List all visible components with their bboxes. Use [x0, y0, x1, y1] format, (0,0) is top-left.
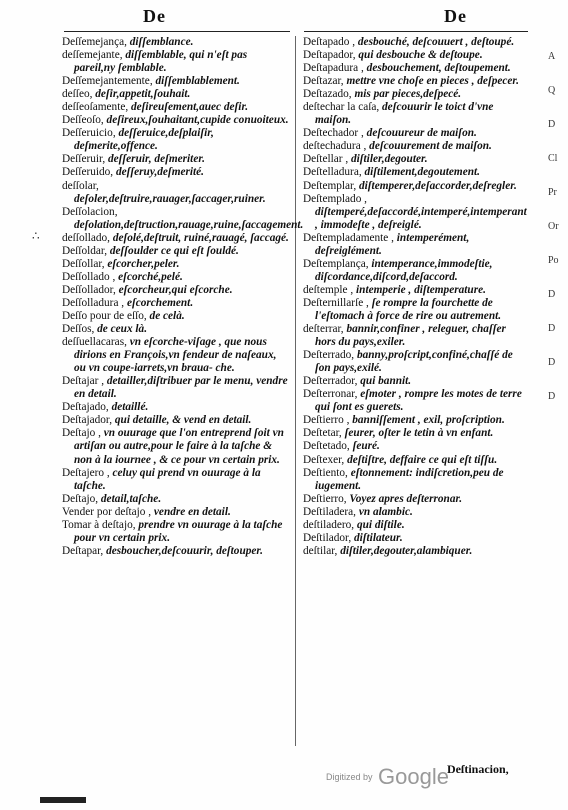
entry-headword: deſſeo, — [62, 88, 93, 101]
entry-headword: Deſſos, — [62, 323, 95, 336]
entry-definition: desbouché, deſcouuert , deſtoupé. — [355, 36, 515, 48]
entry-definition: vn ouurage que l'on entreprend ſoit vn artiſan ou autre,pour le faire à la taſche & non à la iournee , & ce pour vn certain prix. — [74, 427, 284, 466]
entry-definition: diſſemblance. — [126, 36, 194, 48]
entry-definition: detaillé. — [108, 401, 149, 414]
dictionary-entry — [303, 467, 529, 493]
dictionary-entry — [62, 166, 290, 179]
dictionary-entry — [303, 532, 529, 545]
dictionary-entry — [303, 153, 529, 166]
entry-headword: Deſternillarſe , — [303, 296, 369, 309]
dictionary-entry — [303, 88, 529, 101]
dictionary-entry — [303, 454, 529, 467]
dictionary-entry — [62, 88, 290, 101]
entry-headword: Deſtellar , — [303, 153, 349, 166]
dictionary-entry — [62, 205, 304, 232]
entry-headword: Deſtazar, — [303, 75, 344, 88]
entry-definition: celuy qui prend vn ouurage à la taſche. — [74, 466, 261, 492]
dictionary-entry — [303, 36, 529, 49]
dictionary-entry — [62, 323, 290, 336]
entry-headword: Deſtajo , — [62, 427, 101, 440]
dictionary-entry — [62, 75, 290, 88]
dictionary-entry — [62, 336, 290, 375]
entry-definition: qui bannit. — [357, 375, 412, 388]
entry-definition: mettre vne choſe en pieces , deſpecer. — [343, 75, 519, 88]
google-watermark: Google — [378, 764, 449, 789]
dictionary-entry — [62, 401, 290, 414]
entry-headword: deſſollado, — [62, 231, 111, 244]
entry-headword: Deſtexer, — [303, 453, 345, 466]
dictionary-entry — [62, 127, 290, 153]
dictionary-entry — [62, 297, 290, 310]
entry-headword: Deſſemejantemente, — [62, 75, 153, 88]
dictionary-entry — [62, 49, 290, 75]
entry-definition: intemperance,immodeſtie, diſcordance,diſcord,deſaccord. — [315, 257, 493, 283]
dictionary-entry — [62, 232, 290, 245]
entry-headword: Deſtajar , — [62, 375, 105, 388]
left-header-rule — [64, 31, 290, 32]
entry-definition: deſcouurement de maiſon. — [366, 140, 492, 153]
right-running-head: De — [444, 6, 467, 26]
entry-definition: eſmoter , rompre les motes de terre qui ſont es guerets. — [315, 388, 522, 414]
margin-fragment: Q — [548, 85, 556, 96]
entry-headword: Deſſeruir, — [62, 153, 106, 166]
entry-definition: deſcouurir le toict d'vne maiſon. — [315, 101, 494, 127]
dictionary-entry — [303, 284, 529, 297]
entry-definition: detailler,diſtribuer par le menu, vendre en detail. — [74, 375, 288, 401]
entry-definition: deſir,appetit,ſouhait. — [92, 88, 191, 101]
dictionary-entry — [303, 349, 529, 375]
entry-definition: vendre en detail. — [151, 505, 231, 518]
dictionary-entry — [303, 193, 529, 232]
entry-headword: Deſtelladura, — [303, 166, 362, 179]
entry-headword: Deſtierro , — [303, 414, 350, 427]
dictionary-entry — [62, 427, 290, 466]
entry-definition: ſe rompre la fourchette de l'eſtomach à force de rire ou autrement. — [315, 296, 502, 322]
entry-definition: deſcouureur de maiſon. — [363, 127, 477, 140]
entry-definition: deſſeruice,deſplaiſir, deſmerite,offence. — [74, 127, 214, 153]
entry-definition: deſireuſement,auec deſir. — [128, 101, 249, 114]
dictionary-entry — [62, 36, 290, 49]
entry-definition: eſcorchement. — [124, 296, 194, 309]
dictionary-entry — [303, 427, 529, 440]
entry-headword: Deſtapar, — [62, 544, 104, 557]
dictionary-entry — [303, 297, 529, 323]
entry-definition: intemperie , diſtemperature. — [353, 283, 486, 296]
dictionary-entry — [62, 493, 290, 506]
entry-definition: ſeuré. — [349, 440, 380, 453]
dictionary-entry — [303, 545, 529, 558]
entry-headword: deſtiladero, — [303, 518, 355, 531]
entry-definition: Voyez apres deſterronar. — [346, 492, 463, 505]
dictionary-entry — [303, 388, 529, 414]
dictionary-entry — [62, 506, 290, 519]
dictionary-entry — [62, 284, 290, 297]
entry-definition: qui diſtile. — [354, 518, 405, 531]
entry-definition: de ceux là. — [94, 323, 148, 336]
dictionary-entry — [62, 271, 290, 284]
entry-definition: diſtilateur. — [351, 531, 403, 544]
margin-fragment: D — [548, 391, 556, 402]
entry-definition: vn alambic. — [356, 505, 413, 518]
entry-headword: Deſtapado , — [303, 36, 356, 48]
dictionary-entry — [303, 49, 529, 62]
entry-headword: Deſtilador, — [303, 531, 352, 544]
entry-definition: diſtiler,degouter,alambiquer. — [337, 544, 473, 557]
entry-headword: deſſemejante, — [62, 49, 123, 62]
dictionary-entry — [303, 519, 529, 532]
dictionary-entry — [62, 114, 290, 127]
entry-headword: deſſuellacaras, — [62, 336, 127, 349]
entry-headword: Deſtapadura , — [303, 62, 364, 75]
entry-definition: eſtonnement: indiſcretion,peu de iugement. — [315, 466, 504, 492]
dictionary-entry — [303, 140, 529, 153]
dictionary-entry — [62, 101, 290, 114]
entry-definition: deſtiſtre, deffaire ce qui eſt tiſſu. — [344, 453, 498, 466]
entry-definition: diſtilement,degoutement. — [361, 166, 480, 179]
entry-headword: deſtechar la caſa, — [303, 101, 380, 114]
margin-mark: ∴ — [32, 229, 40, 243]
margin-fragment: Pr — [548, 187, 557, 198]
entry-headword: Deſterrado, — [303, 349, 355, 362]
entry-headword: Deſſoldar, — [62, 244, 108, 257]
entry-headword: Deſtechador , — [303, 127, 364, 140]
entry-definition: eſcorcher,peler. — [104, 257, 180, 270]
dictionary-entry — [303, 323, 529, 349]
entry-headword: Deſtemplado , — [303, 192, 367, 205]
entry-definition: diſſemblablement. — [152, 75, 240, 88]
entry-definition: desbouchement, deſtoupement. — [363, 62, 511, 75]
entry-headword: Deſſollado , — [62, 270, 116, 283]
dictionary-entry — [303, 414, 529, 427]
entry-headword: Deſtetado, — [303, 440, 350, 453]
margin-fragment: Po — [548, 255, 559, 266]
dictionary-entry — [62, 310, 290, 323]
entry-headword: deſtemple , — [303, 283, 354, 296]
entry-definition: vn eſcorche-viſage , que nous dirions en François,vn fendeur de naſeaux, ou vn coupe-iarrets,vn braua- che. — [74, 336, 277, 375]
entry-definition: ſeurer, oſter le tetin à vn enfant. — [341, 427, 494, 440]
entry-headword: deſterrar, — [303, 323, 344, 336]
margin-fragment: D — [548, 357, 556, 368]
dictionary-entry — [303, 232, 529, 258]
left-running-head: De — [143, 6, 166, 26]
entry-headword: Deſſollador, — [62, 283, 116, 296]
left-column — [62, 36, 304, 558]
entry-headword: Deſtempladamente , — [303, 231, 394, 244]
dictionary-entry — [303, 166, 529, 179]
margin-fragment: D — [548, 119, 556, 130]
entry-definition: deſſoulder ce qui eſt ſouldé. — [107, 244, 239, 257]
entry-definition: diſtemperer,deſaccorder,deſregler. — [356, 179, 517, 192]
dictionary-entry — [303, 75, 529, 88]
dictionary-entry — [303, 506, 529, 519]
dictionary-entry — [303, 101, 529, 127]
entry-definition: deſireux,ſouhaitant,cupide conuoiteux. — [103, 114, 289, 127]
entry-headword: Deſtajo, — [62, 492, 99, 505]
entry-headword: Deſſo pour de eſſo, — [62, 309, 147, 322]
entry-headword: Deſtapador, — [303, 49, 356, 62]
entry-headword: deſſeoſamente, — [62, 101, 129, 114]
entry-definition: qui desbouche & deſtoupe. — [355, 49, 483, 62]
page-edge-bar — [40, 797, 86, 803]
entry-headword: deſſolar, — [62, 179, 99, 192]
entry-headword: Deſſeruicio, — [62, 127, 116, 140]
margin-fragment: D — [548, 323, 556, 334]
entry-headword: Tomar à deſtajo, — [62, 518, 136, 531]
entry-definition: deſolation,deſtruction,rauage,ruine,ſaccagement. — [74, 218, 304, 231]
entry-definition: eſcorcheur,qui eſcorche. — [115, 283, 233, 296]
entry-definition: diſtemperé,deſaccordé,intemperé,intemperant , immodeſte , deſreiglé. — [315, 205, 527, 231]
margin-fragment: D — [548, 289, 556, 300]
entry-headword: Deſtemplança, — [303, 257, 369, 270]
entry-definition: deſolé,deſtruit, ruiné,rauagé, ſaccagé. — [110, 231, 289, 244]
entry-headword: Deſſeoſo, — [62, 114, 104, 127]
entry-definition: de celà. — [146, 309, 185, 322]
entry-headword: deſtilar, — [303, 544, 338, 557]
digitized-by-label: Digitized by — [326, 772, 373, 782]
right-header-rule — [304, 31, 528, 32]
entry-headword: Deſtierro, — [303, 492, 347, 505]
entry-headword: Deſſolacion, — [62, 205, 118, 218]
dictionary-entry — [62, 467, 290, 493]
dictionary-entry — [303, 180, 529, 193]
entry-definition: detail,taſche. — [98, 492, 162, 505]
entry-definition: qui detaille, & vend en detail. — [112, 414, 252, 427]
catchword: Deſtinacion, — [447, 762, 509, 776]
entry-headword: Vender por deſtajo , — [62, 505, 152, 518]
entry-definition: deſſeruy,deſmerité. — [113, 166, 205, 179]
margin-fragment: Or — [548, 221, 559, 232]
entry-headword: Deſſolladura , — [62, 296, 125, 309]
entry-definition: diſſemblable, qui n'eſt pas pareil,ny ſemblable. — [74, 49, 248, 75]
dictionary-entry — [62, 153, 290, 166]
dictionary-entry — [62, 375, 290, 401]
entry-definition: deſoler,deſtruire,rauager,ſaccager,ruiner. — [74, 192, 266, 205]
dictionary-entry — [62, 258, 290, 271]
entry-headword: Deſterronar, — [303, 388, 358, 401]
entry-headword: Deſtetar, — [303, 427, 342, 440]
dictionary-entry — [62, 519, 290, 545]
dictionary-entry — [62, 414, 290, 427]
dictionary-entry — [62, 180, 290, 206]
entry-definition: diſtiler,degouter. — [348, 153, 428, 166]
entry-headword: Deſtiento, — [303, 466, 348, 479]
entry-headword: Deſtajador, — [62, 414, 113, 427]
entry-headword: Deſtemplar, — [303, 179, 357, 192]
entry-headword: Deſtazado, — [303, 88, 352, 101]
entry-headword: Deſtajado, — [62, 401, 109, 414]
entry-definition: desboucher,deſcouurir, deſtouper. — [103, 544, 263, 557]
entry-headword: Deſſeruido, — [62, 166, 114, 179]
entry-definition: deſſeruir, deſmeriter. — [105, 153, 205, 166]
dictionary-entry — [303, 440, 529, 453]
entry-headword: Deſterrador, — [303, 375, 358, 388]
entry-definition: bannir,confiner , releguer, chaſſer hors du pays,exiler. — [315, 323, 506, 349]
entry-definition: prendre vn ouurage à la taſche pour vn certain prix. — [74, 518, 283, 544]
entry-headword: Deſſollar, — [62, 257, 105, 270]
margin-fragment: Cl — [548, 153, 558, 164]
entry-definition: mis par pieces,deſpecé. — [351, 88, 462, 101]
entry-definition: eſcorché,pelé. — [115, 270, 183, 283]
entry-headword: Deſſemejança, — [62, 36, 127, 48]
entry-headword: Deſtajero , — [62, 466, 110, 479]
entry-definition: intemperément, deſreiglément. — [315, 231, 470, 257]
dictionary-entry — [62, 545, 290, 558]
entry-definition: banniſſement , exil, proſcription. — [349, 414, 505, 427]
entry-headword: deſtechadura , — [303, 140, 367, 153]
dictionary-entry — [303, 375, 529, 388]
dictionary-entry — [303, 258, 529, 284]
margin-fragment: A — [548, 51, 556, 62]
entry-definition: banny,proſcript,confiné,chaſſé de ſon pays,exilé. — [315, 349, 513, 375]
dictionary-entry — [303, 493, 529, 506]
dictionary-entry — [303, 127, 529, 140]
right-column — [303, 36, 529, 558]
dictionary-entry — [303, 62, 529, 75]
column-separator — [295, 36, 296, 746]
entry-headword: Deſtiladera, — [303, 505, 357, 518]
dictionary-entry — [62, 245, 290, 258]
